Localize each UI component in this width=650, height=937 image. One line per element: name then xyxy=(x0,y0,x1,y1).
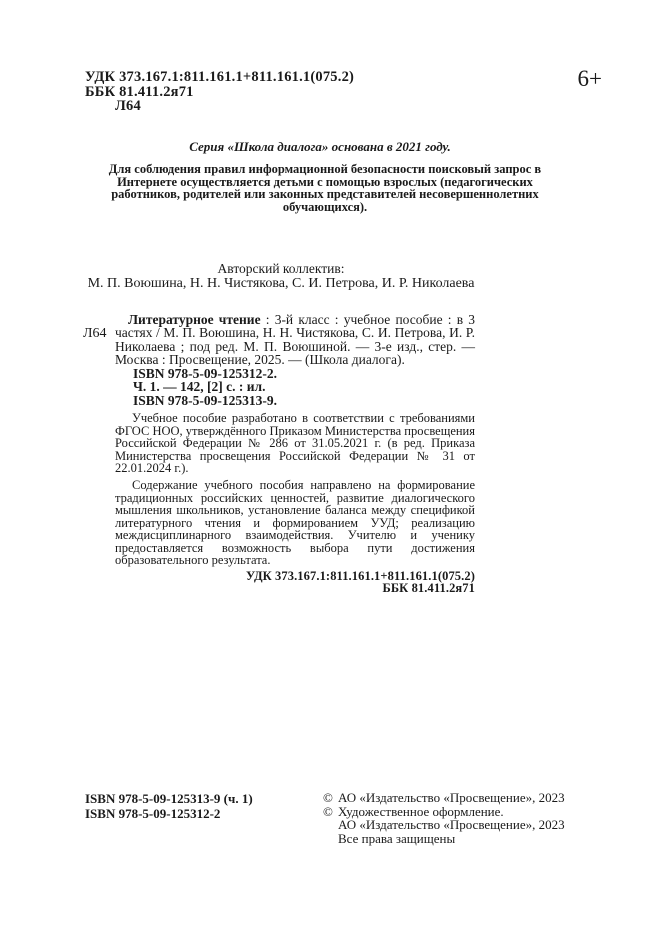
footer-isbn-common: ISBN 978-5-09-125312-2 xyxy=(85,806,221,821)
catalog-title: Литературное чтение xyxy=(128,312,261,327)
annotation-paragraph-1: Учебное пособие разработано в соответствии с требованиями ФГОС НОО, утверждённого Приказом Министерства просвещения Российской Федерации № 286 от 31.05.2021 г. (в ред. Приказа Министерства просвещения Российской Федерации № 31 от 22.01.2024 г.). xyxy=(115,411,475,475)
isbn-common: ISBN 978-5-09-125312-2. xyxy=(133,365,277,381)
catalog-author-sign: Л64 xyxy=(83,325,107,341)
copyright-text: Все права защищены xyxy=(338,830,456,846)
copyright-symbol: © xyxy=(323,790,333,805)
copyright-row xyxy=(323,805,565,819)
copyright-row xyxy=(323,832,565,846)
udk-code-bottom: УДК 373.167.1:811.161.1+811.161.1(075.2) xyxy=(245,568,475,583)
bbk-code: ББК 81.411.2я71 xyxy=(85,83,194,100)
copyright-symbol xyxy=(323,832,338,846)
isbn-part: ISBN 978-5-09-125313-9. xyxy=(133,392,277,408)
classification-codes xyxy=(85,70,354,114)
footer-copyright-block xyxy=(323,791,565,845)
catalog-isbn-block xyxy=(133,367,475,407)
age-rating-badge: 6+ xyxy=(577,66,602,91)
bbk-code-bottom: ББК 81.411.2я71 xyxy=(382,581,475,596)
authors-names: М. П. Воюшина, Н. Н. Чистякова, С. И. Петрова, И. Р. Николаева xyxy=(87,276,475,291)
copyright-text: Художественное оформление. xyxy=(338,803,504,819)
annotation-paragraph-2: Содержание учебного пособия направлено на формирование традиционных российских ценностей, развитие диалогического мышления школьников, установление баланса между спецификой литературного чтения и формированием УУД; реализацию междисциплинарного взаимодействия. Учителю и ученику предоставляется возможность выбора пути достижения образовательного результата. xyxy=(115,478,475,568)
author-sign: Л64 xyxy=(115,98,141,115)
catalog-description: : 3-й класс : учебное пособие : в 3 частях / М. П. Воюшина, Н. Н. Чистякова, С. И. Петрова, И. Р. Николаева ; под ред. М. П. Воюшиной. — 3-е изд., стер. — Москва : Просвещение, 2025. — (Школа диалога). xyxy=(115,312,475,368)
footer-isbn-part: ISBN 978-5-09-125313-9 (ч. 1) xyxy=(85,791,253,806)
copyright-symbol xyxy=(323,818,338,832)
copyright-text: АО «Издательство «Просвещение», 2023 xyxy=(338,817,565,832)
catalog-card xyxy=(83,312,475,596)
safety-notice: Для соблюдения правил информационной безопасности поисковый запрос в Интернете осуществляется детьми с помощью взрослых (педагогических работников, родителей или законных представителей несовершеннолетних обучающихся). xyxy=(108,162,542,214)
copyright-text: АО «Издательство «Просвещение», 2023 xyxy=(338,790,565,805)
series-note: Серия «Школа диалога» основана в 2021 году. xyxy=(189,139,451,154)
copyright-row xyxy=(323,818,565,832)
classification-codes-bottom xyxy=(115,570,475,595)
footer-isbn-block xyxy=(85,791,253,821)
authors-block xyxy=(85,261,477,291)
part-line: Ч. 1. — 142, [2] с. : ил. xyxy=(133,379,266,395)
authors-heading: Авторский коллектив: xyxy=(217,261,345,276)
copyright-row xyxy=(323,791,565,805)
copyright-symbol: © xyxy=(323,803,333,819)
catalog-description-paragraph xyxy=(83,312,475,368)
udk-code: УДК 373.167.1:811.161.1+811.161.1(075.2) xyxy=(85,69,355,85)
